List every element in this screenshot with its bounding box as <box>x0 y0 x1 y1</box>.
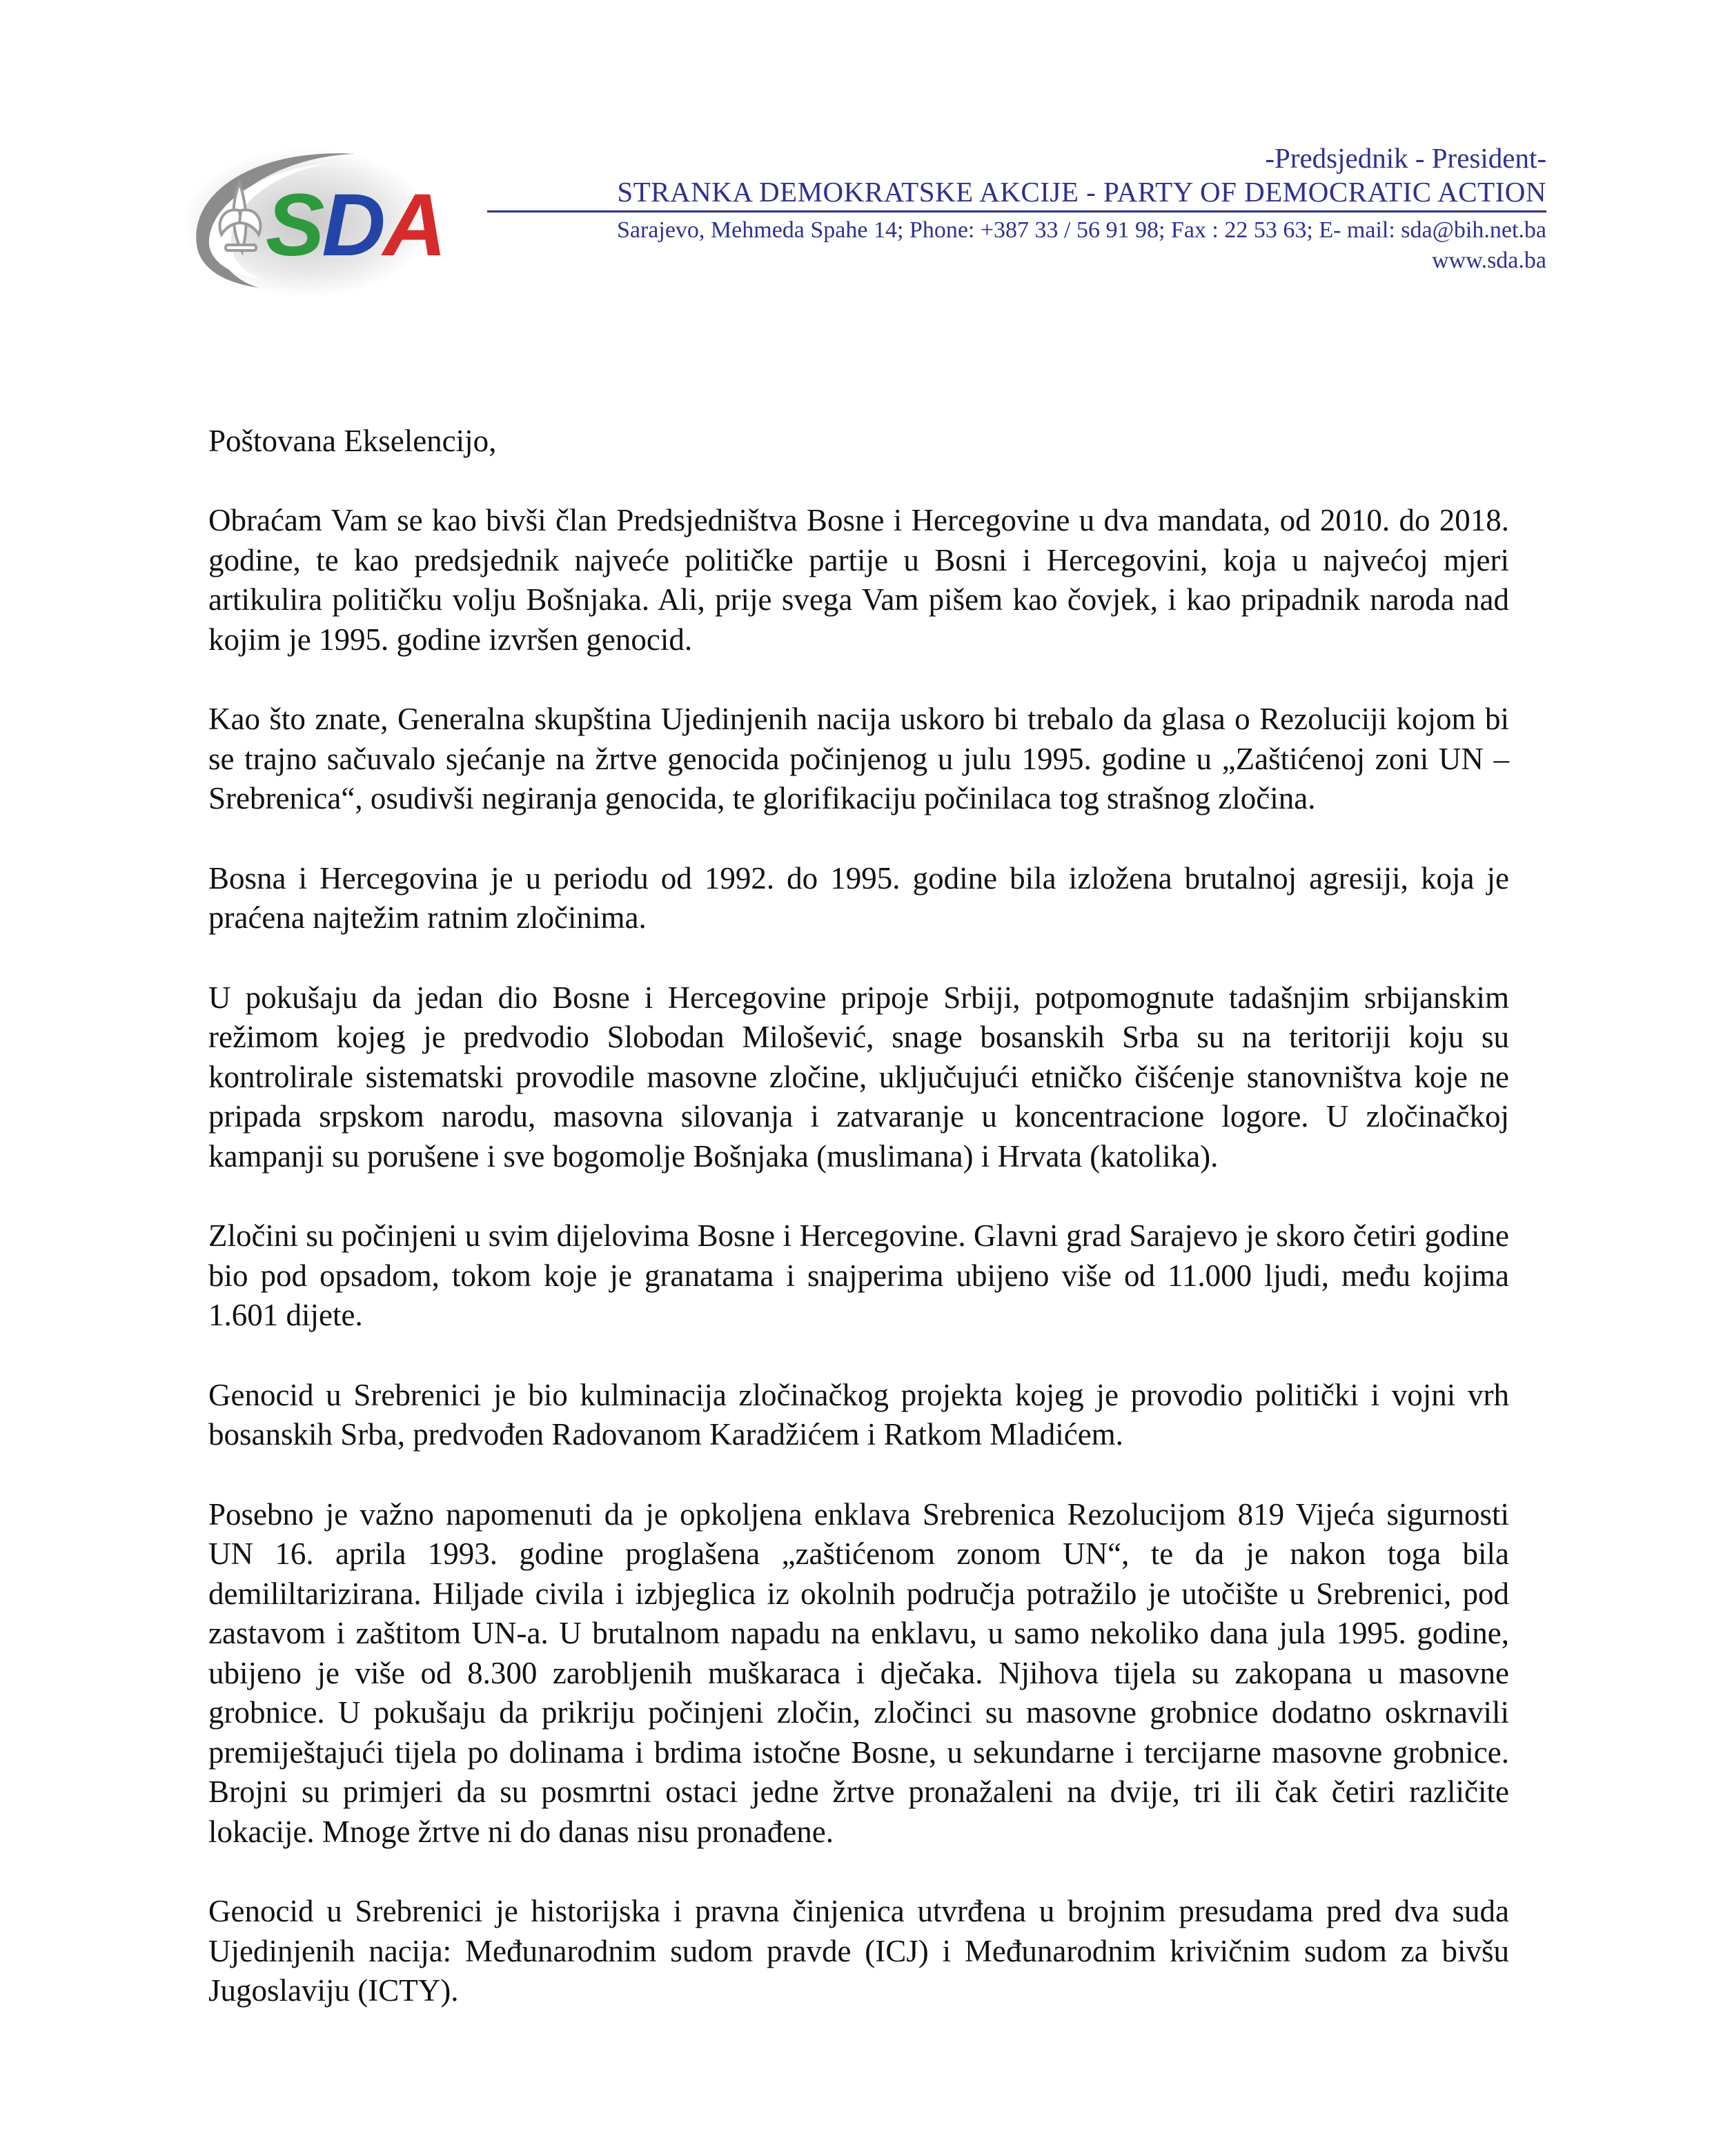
contact-line: Sarajevo, Mehmeda Spahe 14; Phone: +387 33 / 56 91 98; Fax : 22 53 63; E- mail: sda@bih.net.ba <box>616 217 1546 243</box>
paragraph: Posebno je važno napomenuti da je opkoljena enklava Srebrenica Rezolucijom 819 Vijeća sigurnosti UN 16. aprila 1993. godine proglašena „zaštićenom zonom UN“, te da je nakon toga bila demililtarizirana. Hiljade civila i izbjeglica iz okolnih područja potražilo je utočište u Srebrenici, pod zastavom i zaštitom UN-a. U brutalnom napadu na enklavu, u samo nekoliko dana jula 1995. godine, ubijeno je više od 8.300 zarobljenih muškaraca i dječaka. Njihova tijela su zakopana u masovne grobnice. U pokušaju da prikriju počinjeni zločin, zločinci su masovne grobnice dodatno oskrnavili premiještajući tijela po dolinama i brdima istočne Bosne, u sekundarne i tercijarne masovne grobnice. Brojni su primjeri da su posmrtni ostaci jedne žrtve pronažaleni na dvije, tri ili čak četiri različite lokacije. Mnoge žrtve ni do danas nisu pronađene. <box>208 1496 1509 1849</box>
president-title: -Predsjednik - President- <box>1265 142 1546 174</box>
letterhead <box>0 0 1712 317</box>
paragraph: Bosna i Hercegovina je u periodu od 1992. do 1995. godine bila izložena brutalnoj agresiji, koja je praćena najtežim ratnim zločinima. <box>208 860 1509 935</box>
letter-body <box>208 421 1509 2051</box>
paragraph: Kao što znate, Generalna skupština Ujedinjenih nacija uskoro bi trebalo da glasa o Rezoluciji kojom bi se trajno sačuvalo sjećanje na žrtve genocida počinjenog u julu 1995. godine u „Zaštićenoj zoni UN – Srebrenica“, osudivši negiranja genocida, te glorifikaciju počinilaca tog strašnog zločina. <box>208 702 1509 815</box>
website-link[interactable]: www.sda.ba <box>1432 248 1546 273</box>
sda-logo <box>176 141 444 301</box>
logo-letter-a: A <box>382 176 444 275</box>
paragraph: Genocid u Srebrenici je historijska i pravna činjenica utvrđena u brojnim presudama pred dva suda Ujedinjenih nacija: Međunarodnim sudom pravde (ICJ) i Međunarodnim krivičnim sudom za bivšu Jugoslaviju (ICTY). <box>208 1894 1509 2008</box>
paragraph: Zločini su počinjeni u svim dijelovima Bosne i Hercegovine. Glavni grad Sarajevo je skoro četiri godine bio pod opsadom, tokom koje je granatama i snajperima ubijeno više od 11.000 ljudi, među kojima 1.601 dijete. <box>208 1218 1509 1332</box>
paragraph: Genocid u Srebrenici je bio kulminacija zločinačkog projekta kojeg je provodio politički i vojni vrh bosanskih Srba, predvođen Radovanom Karadžićem i Ratkom Mladićem. <box>208 1377 1509 1452</box>
paragraph: Obraćam Vam se kao bivši član Predsjedništva Bosne i Hercegovine u dva mandata, od 2010. do 2018. godine, te kao predsjednik najveće političke partije u Bosni i Hercegovini, koja u najvećoj mjeri artikulira političku volju Bošnjaka. Ali, prije svega Vam pišem kao čovjek, i kao pripadnik naroda nad kojim je 1995. godine izvršen genocid. <box>208 503 1509 657</box>
logo-color-overlay <box>266 176 444 275</box>
party-name: STRANKA DEMOKRATSKE AKCIJE - PARTY OF DEMOCRATIC ACTION <box>617 176 1546 208</box>
logo-letter-s: S <box>266 176 322 275</box>
paragraph: U pokušaju da jedan dio Bosne i Hercegovine pripoje Srbiji, potpomognute tadašnjim srbijanskim režimom kojeg je predvodio Slobodan Milošević, snage bosanskih Srba su na teritoriji koju su kontrolirale sistematski provodile masovne zločine, uključujući etničko čišćenje stanovništva koje ne pripada srpskom narodu, masovna silovanja i zatvaranje u koncentracione logore. U zločinačkoj kampanji su porušene i sve bogomolje Bošnjaka (muslimana) i Hrvata (katolika). <box>208 980 1509 1174</box>
logo-letter-d: D <box>322 176 383 275</box>
letterhead-divider <box>487 210 1546 212</box>
letterhead-text <box>470 141 1546 276</box>
salutation: Poštovana Ekselencijo, <box>208 424 497 458</box>
